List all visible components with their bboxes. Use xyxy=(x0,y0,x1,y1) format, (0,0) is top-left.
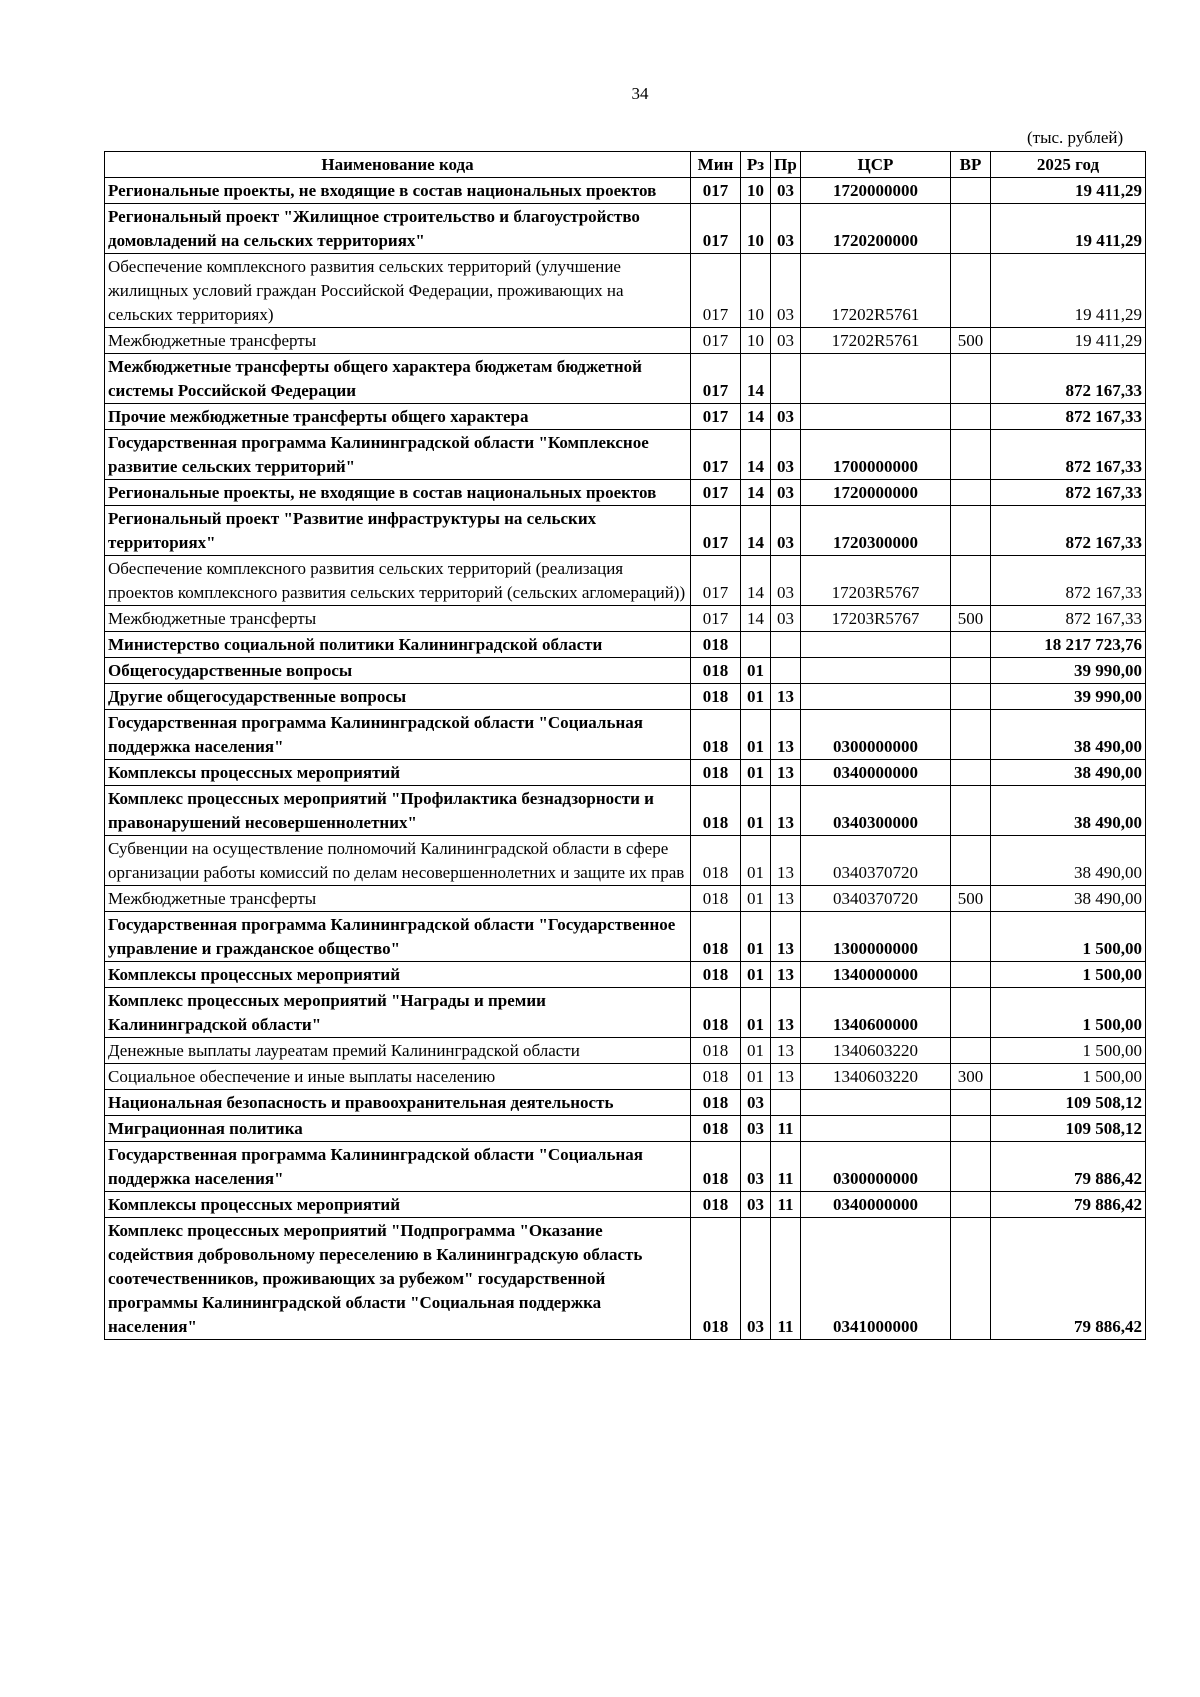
cell-sum: 1 500,00 xyxy=(991,962,1146,988)
cell-sum: 19 411,29 xyxy=(991,204,1146,254)
cell-name: Комплекс процессных мероприятий "Профилактика безнадзорности и правонарушений несовершеннолетних" xyxy=(105,786,691,836)
cell-vr: 500 xyxy=(951,328,991,354)
cell-min: 018 xyxy=(691,836,741,886)
cell-min: 018 xyxy=(691,1090,741,1116)
cell-min: 017 xyxy=(691,480,741,506)
cell-min: 017 xyxy=(691,404,741,430)
cell-name: Общегосударственные вопросы xyxy=(105,658,691,684)
cell-csr xyxy=(801,658,951,684)
table-row xyxy=(105,430,1146,480)
cell-vr xyxy=(951,1142,991,1192)
cell-name: Региональные проекты, не входящие в состав национальных проектов xyxy=(105,480,691,506)
cell-vr xyxy=(951,684,991,710)
cell-sum: 109 508,12 xyxy=(991,1116,1146,1142)
header-pr: Пр xyxy=(771,152,801,178)
cell-pr: 03 xyxy=(771,480,801,506)
cell-pr: 13 xyxy=(771,710,801,760)
cell-sum: 109 508,12 xyxy=(991,1090,1146,1116)
cell-pr: 03 xyxy=(771,556,801,606)
table-row xyxy=(105,1192,1146,1218)
cell-sum: 872 167,33 xyxy=(991,556,1146,606)
table-row xyxy=(105,988,1146,1038)
cell-name: Комплексы процессных мероприятий xyxy=(105,1192,691,1218)
cell-vr xyxy=(951,962,991,988)
cell-vr xyxy=(951,506,991,556)
cell-csr: 17202R5761 xyxy=(801,328,951,354)
cell-sum: 872 167,33 xyxy=(991,506,1146,556)
cell-vr xyxy=(951,178,991,204)
cell-name: Государственная программа Калининградской области "Социальная поддержка населения" xyxy=(105,710,691,760)
cell-name: Комплекс процессных мероприятий "Награды и премии Калининградской области" xyxy=(105,988,691,1038)
cell-name: Министерство социальной политики Калининградской области xyxy=(105,632,691,658)
cell-vr xyxy=(951,760,991,786)
cell-rz: 14 xyxy=(741,606,771,632)
cell-pr xyxy=(771,1090,801,1116)
cell-csr: 1300000000 xyxy=(801,912,951,962)
cell-vr: 500 xyxy=(951,606,991,632)
cell-name: Государственная программа Калининградской области "Государственное управление и гражданское общество" xyxy=(105,912,691,962)
cell-rz: 14 xyxy=(741,430,771,480)
cell-sum: 18 217 723,76 xyxy=(991,632,1146,658)
cell-csr: 0341000000 xyxy=(801,1218,951,1340)
cell-pr: 13 xyxy=(771,1064,801,1090)
cell-sum: 38 490,00 xyxy=(991,710,1146,760)
cell-name: Региональные проекты, не входящие в состав национальных проектов xyxy=(105,178,691,204)
cell-rz: 03 xyxy=(741,1218,771,1340)
table-row xyxy=(105,1116,1146,1142)
table-row xyxy=(105,1142,1146,1192)
cell-pr: 03 xyxy=(771,430,801,480)
cell-pr: 03 xyxy=(771,204,801,254)
cell-name: Субвенции на осуществление полномочий Калининградской области в сфере организации работы комиссий по делам несовершеннолетних и защите их прав xyxy=(105,836,691,886)
cell-csr xyxy=(801,1090,951,1116)
cell-vr xyxy=(951,1090,991,1116)
cell-csr: 1720000000 xyxy=(801,178,951,204)
cell-pr: 13 xyxy=(771,786,801,836)
cell-sum: 872 167,33 xyxy=(991,354,1146,404)
table-row xyxy=(105,836,1146,886)
header-sum: 2025 год xyxy=(991,152,1146,178)
cell-pr: 13 xyxy=(771,684,801,710)
cell-vr xyxy=(951,204,991,254)
cell-name: Межбюджетные трансферты xyxy=(105,328,691,354)
cell-pr: 03 xyxy=(771,404,801,430)
cell-min: 018 xyxy=(691,786,741,836)
cell-vr xyxy=(951,836,991,886)
table-row xyxy=(105,254,1146,328)
cell-name: Прочие межбюджетные трансферты общего характера xyxy=(105,404,691,430)
cell-csr xyxy=(801,354,951,404)
header-vr: ВР xyxy=(951,152,991,178)
cell-csr: 1340600000 xyxy=(801,988,951,1038)
cell-csr: 1340603220 xyxy=(801,1038,951,1064)
cell-rz: 03 xyxy=(741,1142,771,1192)
header-min: Мин xyxy=(691,152,741,178)
cell-sum: 19 411,29 xyxy=(991,254,1146,328)
table-body xyxy=(105,178,1146,1340)
cell-min: 017 xyxy=(691,254,741,328)
page-number: 34 xyxy=(631,84,649,103)
cell-min: 017 xyxy=(691,204,741,254)
cell-sum: 38 490,00 xyxy=(991,886,1146,912)
table-row xyxy=(105,1038,1146,1064)
cell-pr: 03 xyxy=(771,178,801,204)
cell-rz: 01 xyxy=(741,1064,771,1090)
cell-min: 018 xyxy=(691,1192,741,1218)
cell-vr xyxy=(951,404,991,430)
cell-sum: 1 500,00 xyxy=(991,988,1146,1038)
cell-csr: 0340000000 xyxy=(801,1192,951,1218)
cell-min: 017 xyxy=(691,354,741,404)
cell-csr: 17202R5761 xyxy=(801,254,951,328)
table-row xyxy=(105,404,1146,430)
table-row xyxy=(105,354,1146,404)
cell-min: 018 xyxy=(691,1064,741,1090)
cell-csr: 0340000000 xyxy=(801,760,951,786)
cell-min: 017 xyxy=(691,328,741,354)
cell-vr: 300 xyxy=(951,1064,991,1090)
cell-pr: 03 xyxy=(771,606,801,632)
cell-sum: 1 500,00 xyxy=(991,1064,1146,1090)
cell-vr xyxy=(951,1218,991,1340)
cell-csr: 1720300000 xyxy=(801,506,951,556)
cell-csr xyxy=(801,632,951,658)
cell-csr: 17203R5767 xyxy=(801,606,951,632)
cell-pr: 11 xyxy=(771,1142,801,1192)
table-row xyxy=(105,658,1146,684)
cell-rz: 01 xyxy=(741,760,771,786)
cell-min: 018 xyxy=(691,1218,741,1340)
cell-rz: 14 xyxy=(741,354,771,404)
cell-name: Государственная программа Калининградской области "Социальная поддержка населения" xyxy=(105,1142,691,1192)
table-row xyxy=(105,506,1146,556)
table-row xyxy=(105,786,1146,836)
cell-rz: 01 xyxy=(741,658,771,684)
cell-rz: 14 xyxy=(741,404,771,430)
cell-rz: 01 xyxy=(741,710,771,760)
cell-min: 018 xyxy=(691,988,741,1038)
cell-rz: 01 xyxy=(741,988,771,1038)
cell-vr xyxy=(951,430,991,480)
cell-sum: 872 167,33 xyxy=(991,430,1146,480)
table-row xyxy=(105,204,1146,254)
cell-rz: 10 xyxy=(741,204,771,254)
table-row xyxy=(105,1218,1146,1340)
cell-min: 017 xyxy=(691,506,741,556)
cell-rz: 01 xyxy=(741,786,771,836)
cell-pr: 13 xyxy=(771,912,801,962)
cell-name: Комплексы процессных мероприятий xyxy=(105,962,691,988)
cell-rz: 01 xyxy=(741,886,771,912)
cell-pr: 03 xyxy=(771,506,801,556)
cell-name: Другие общегосударственные вопросы xyxy=(105,684,691,710)
cell-min: 017 xyxy=(691,556,741,606)
cell-name: Национальная безопасность и правоохранительная деятельность xyxy=(105,1090,691,1116)
cell-pr: 03 xyxy=(771,328,801,354)
cell-name: Комплекс процессных мероприятий "Подпрограмма "Оказание содействия добровольному переселению в Калининградскую область соотечественников, проживающих за рубежом" государственной программы Калининградской области "Социальная поддержка населения" xyxy=(105,1218,691,1340)
cell-name: Региональный проект "Развитие инфраструктуры на сельских территориях" xyxy=(105,506,691,556)
cell-csr: 1720000000 xyxy=(801,480,951,506)
cell-vr xyxy=(951,632,991,658)
cell-name: Обеспечение комплексного развития сельских территорий (улучшение жилищных условий граждан Российской Федерации, проживающих на сельских территориях) xyxy=(105,254,691,328)
cell-min: 018 xyxy=(691,684,741,710)
cell-sum: 1 500,00 xyxy=(991,1038,1146,1064)
cell-vr xyxy=(951,1116,991,1142)
header-csr: ЦСР xyxy=(801,152,951,178)
cell-csr: 0340370720 xyxy=(801,886,951,912)
cell-min: 018 xyxy=(691,1116,741,1142)
cell-pr: 13 xyxy=(771,1038,801,1064)
cell-sum: 38 490,00 xyxy=(991,836,1146,886)
cell-pr: 13 xyxy=(771,760,801,786)
cell-pr: 03 xyxy=(771,254,801,328)
cell-csr: 1700000000 xyxy=(801,430,951,480)
cell-pr: 11 xyxy=(771,1116,801,1142)
cell-vr xyxy=(951,556,991,606)
cell-rz: 01 xyxy=(741,1038,771,1064)
table-row xyxy=(105,480,1146,506)
cell-pr xyxy=(771,658,801,684)
budget-table xyxy=(104,151,1146,1340)
cell-csr: 1720200000 xyxy=(801,204,951,254)
cell-csr: 0300000000 xyxy=(801,1142,951,1192)
cell-vr xyxy=(951,1038,991,1064)
cell-vr xyxy=(951,254,991,328)
cell-csr: 1340000000 xyxy=(801,962,951,988)
table-header-row xyxy=(105,152,1146,178)
cell-sum: 872 167,33 xyxy=(991,404,1146,430)
cell-min: 017 xyxy=(691,606,741,632)
table-row xyxy=(105,760,1146,786)
cell-csr: 0340300000 xyxy=(801,786,951,836)
cell-name: Межбюджетные трансферты общего характера бюджетам бюджетной системы Российской Федерации xyxy=(105,354,691,404)
cell-pr: 13 xyxy=(771,988,801,1038)
cell-min: 018 xyxy=(691,912,741,962)
cell-name: Межбюджетные трансферты xyxy=(105,886,691,912)
cell-min: 017 xyxy=(691,178,741,204)
table-row xyxy=(105,886,1146,912)
cell-name: Государственная программа Калининградской области "Комплексное развитие сельских территорий" xyxy=(105,430,691,480)
cell-rz: 10 xyxy=(741,328,771,354)
cell-pr: 11 xyxy=(771,1218,801,1340)
table-row xyxy=(105,912,1146,962)
cell-vr xyxy=(951,658,991,684)
cell-pr xyxy=(771,632,801,658)
cell-rz: 14 xyxy=(741,506,771,556)
cell-min: 018 xyxy=(691,760,741,786)
cell-sum: 39 990,00 xyxy=(991,684,1146,710)
cell-name: Комплексы процессных мероприятий xyxy=(105,760,691,786)
cell-vr xyxy=(951,786,991,836)
cell-pr: 13 xyxy=(771,836,801,886)
cell-vr xyxy=(951,912,991,962)
cell-sum: 79 886,42 xyxy=(991,1218,1146,1340)
cell-pr: 13 xyxy=(771,886,801,912)
cell-sum: 79 886,42 xyxy=(991,1142,1146,1192)
cell-sum: 38 490,00 xyxy=(991,786,1146,836)
table-row xyxy=(105,178,1146,204)
cell-name: Межбюджетные трансферты xyxy=(105,606,691,632)
table-row xyxy=(105,1064,1146,1090)
cell-sum: 19 411,29 xyxy=(991,178,1146,204)
header-name: Наименование кода xyxy=(105,152,691,178)
cell-vr xyxy=(951,988,991,1038)
cell-rz: 03 xyxy=(741,1116,771,1142)
cell-rz: 03 xyxy=(741,1192,771,1218)
cell-min: 017 xyxy=(691,430,741,480)
cell-vr xyxy=(951,1192,991,1218)
cell-csr: 17203R5767 xyxy=(801,556,951,606)
units-label: (тыс. рублей) xyxy=(1027,128,1124,147)
cell-name: Миграционная политика xyxy=(105,1116,691,1142)
cell-rz: 14 xyxy=(741,480,771,506)
cell-name: Денежные выплаты лауреатам премий Калининградской области xyxy=(105,1038,691,1064)
cell-rz xyxy=(741,632,771,658)
cell-pr xyxy=(771,354,801,404)
cell-csr xyxy=(801,1116,951,1142)
cell-rz: 01 xyxy=(741,962,771,988)
table-row xyxy=(105,606,1146,632)
cell-min: 018 xyxy=(691,886,741,912)
cell-csr: 1340603220 xyxy=(801,1064,951,1090)
cell-csr xyxy=(801,684,951,710)
cell-sum: 79 886,42 xyxy=(991,1192,1146,1218)
cell-sum: 39 990,00 xyxy=(991,658,1146,684)
cell-rz: 01 xyxy=(741,684,771,710)
cell-pr: 11 xyxy=(771,1192,801,1218)
cell-sum: 872 167,33 xyxy=(991,480,1146,506)
cell-min: 018 xyxy=(691,658,741,684)
cell-min: 018 xyxy=(691,1038,741,1064)
cell-csr xyxy=(801,404,951,430)
table-row xyxy=(105,710,1146,760)
cell-min: 018 xyxy=(691,710,741,760)
cell-rz: 03 xyxy=(741,1090,771,1116)
table-row xyxy=(105,684,1146,710)
cell-vr xyxy=(951,480,991,506)
cell-sum: 19 411,29 xyxy=(991,328,1146,354)
cell-rz: 01 xyxy=(741,912,771,962)
cell-sum: 872 167,33 xyxy=(991,606,1146,632)
cell-name: Социальное обеспечение и иные выплаты населению xyxy=(105,1064,691,1090)
cell-rz: 10 xyxy=(741,178,771,204)
cell-rz: 01 xyxy=(741,836,771,886)
cell-min: 018 xyxy=(691,632,741,658)
cell-pr: 13 xyxy=(771,962,801,988)
cell-rz: 10 xyxy=(741,254,771,328)
cell-sum: 1 500,00 xyxy=(991,912,1146,962)
cell-vr xyxy=(951,710,991,760)
cell-sum: 38 490,00 xyxy=(991,760,1146,786)
table-row xyxy=(105,556,1146,606)
cell-rz: 14 xyxy=(741,556,771,606)
cell-name: Региональный проект "Жилищное строительство и благоустройство домовладений на сельских территориях" xyxy=(105,204,691,254)
cell-csr: 0300000000 xyxy=(801,710,951,760)
table-row xyxy=(105,328,1146,354)
header-rz: Рз xyxy=(741,152,771,178)
cell-name: Обеспечение комплексного развития сельских территорий (реализация проектов комплексного развития сельских территорий (сельских агломераций)) xyxy=(105,556,691,606)
table-row xyxy=(105,1090,1146,1116)
cell-min: 018 xyxy=(691,962,741,988)
cell-min: 018 xyxy=(691,1142,741,1192)
cell-vr xyxy=(951,354,991,404)
table-row xyxy=(105,632,1146,658)
cell-csr: 0340370720 xyxy=(801,836,951,886)
cell-vr: 500 xyxy=(951,886,991,912)
table-row xyxy=(105,962,1146,988)
